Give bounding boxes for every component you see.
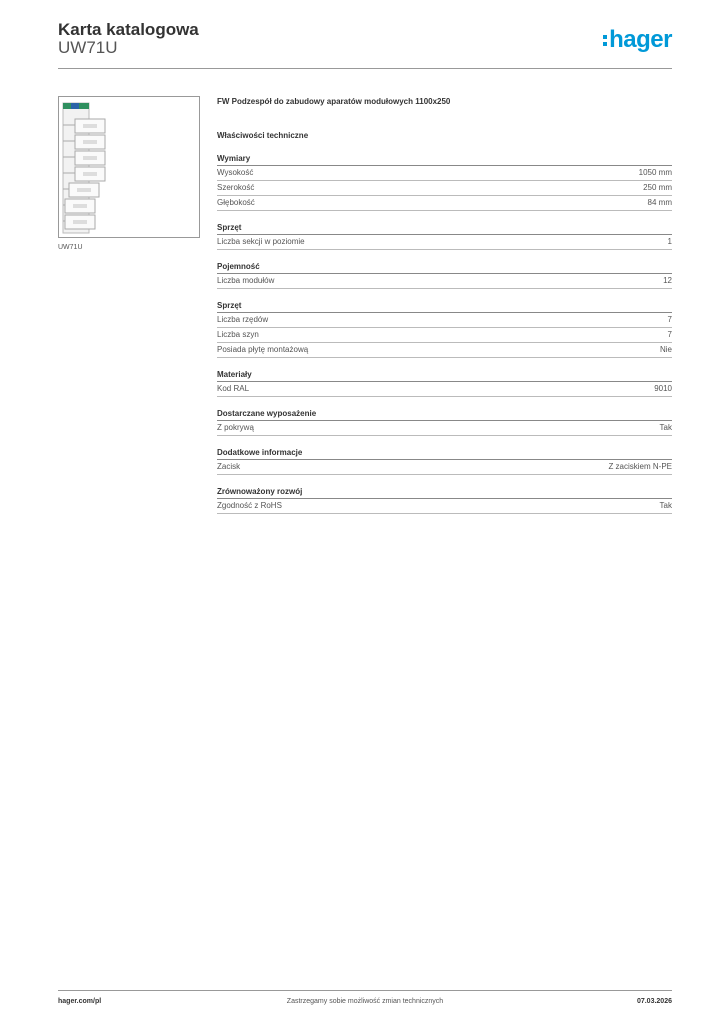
header-divider bbox=[58, 68, 672, 69]
property-value: Tak bbox=[659, 423, 672, 432]
document-header bbox=[58, 20, 672, 68]
property-value: Nie bbox=[659, 345, 672, 354]
property-label: Wysokość bbox=[217, 168, 254, 177]
property-label: Zacisk bbox=[217, 462, 241, 471]
group-title: Wymiary bbox=[217, 153, 672, 166]
property-row bbox=[217, 196, 672, 211]
footer-date: 07.03.2026 bbox=[636, 998, 672, 1005]
property-label: Liczba sekcji w poziomie bbox=[217, 237, 305, 246]
property-label: Posiada płytę montażową bbox=[217, 345, 309, 354]
property-value: Tak bbox=[659, 501, 672, 510]
property-group-supplied-equipment bbox=[217, 408, 672, 436]
product-image bbox=[58, 96, 200, 238]
property-value: 7 bbox=[667, 315, 672, 324]
property-row bbox=[217, 235, 672, 250]
property-row bbox=[217, 382, 672, 397]
property-row bbox=[217, 313, 672, 328]
product-description: FW Podzespół do zabudowy aparatów modułowych 1100x250 bbox=[217, 97, 451, 106]
property-label: Głębokość bbox=[217, 198, 255, 207]
property-row bbox=[217, 274, 672, 289]
property-label: Liczba rzędów bbox=[217, 315, 269, 324]
property-value: 12 bbox=[663, 276, 672, 285]
product-code: UW71U bbox=[58, 38, 118, 57]
property-group-equipment bbox=[217, 222, 672, 250]
group-title: Pojemność bbox=[217, 261, 672, 274]
property-label: Liczba modułów bbox=[217, 276, 275, 285]
logo-text: hager bbox=[609, 26, 672, 53]
group-title: Materiały bbox=[217, 369, 672, 382]
footer-website-link[interactable]: hager.com/pl bbox=[58, 998, 102, 1005]
footer-notice: Zastrzegamy sobie możliwość zmian technicznych bbox=[286, 998, 444, 1005]
property-row bbox=[217, 343, 672, 358]
property-value: 9010 bbox=[654, 384, 672, 393]
property-group-capacity bbox=[217, 261, 672, 289]
group-title: Dostarczane wyposażenie bbox=[217, 408, 672, 421]
hager-logo bbox=[603, 28, 672, 52]
property-row bbox=[217, 181, 672, 196]
property-row bbox=[217, 499, 672, 514]
property-row bbox=[217, 166, 672, 181]
property-value: 84 mm bbox=[647, 198, 672, 207]
property-group-sustainability bbox=[217, 486, 672, 514]
logo-dots-icon bbox=[603, 35, 607, 46]
property-label: Z pokrywą bbox=[217, 423, 254, 432]
property-group-materials bbox=[217, 369, 672, 397]
distribution-board-image bbox=[59, 97, 199, 237]
property-value: 250 mm bbox=[643, 183, 672, 192]
group-title: Sprzęt bbox=[217, 222, 672, 235]
property-row bbox=[217, 460, 672, 475]
property-group-equipment-2 bbox=[217, 300, 672, 358]
property-label: Kod RAL bbox=[217, 384, 250, 393]
document-title: Karta katalogowa bbox=[58, 20, 199, 39]
property-row bbox=[217, 328, 672, 343]
group-title: Sprzęt bbox=[217, 300, 672, 313]
property-value: 7 bbox=[667, 330, 672, 339]
property-group-dimensions bbox=[217, 153, 672, 211]
property-label: Zgodność z RoHS bbox=[217, 501, 282, 510]
group-title: Dodatkowe informacje bbox=[217, 447, 672, 460]
product-details bbox=[217, 96, 672, 514]
property-row bbox=[217, 421, 672, 436]
property-label: Liczba szyn bbox=[217, 330, 259, 339]
property-group-additional-info bbox=[217, 447, 672, 475]
property-label: Szerokość bbox=[217, 183, 255, 192]
document-footer bbox=[58, 998, 672, 1010]
properties-title: Właściwości techniczne bbox=[217, 131, 309, 140]
footer-divider bbox=[58, 990, 672, 991]
property-value: Z zaciskiem N-PE bbox=[608, 462, 672, 471]
group-title: Zrównoważony rozwój bbox=[217, 486, 672, 499]
property-value: 1 bbox=[667, 237, 672, 246]
image-caption: UW71U bbox=[58, 244, 83, 251]
property-value: 1050 mm bbox=[638, 168, 672, 177]
